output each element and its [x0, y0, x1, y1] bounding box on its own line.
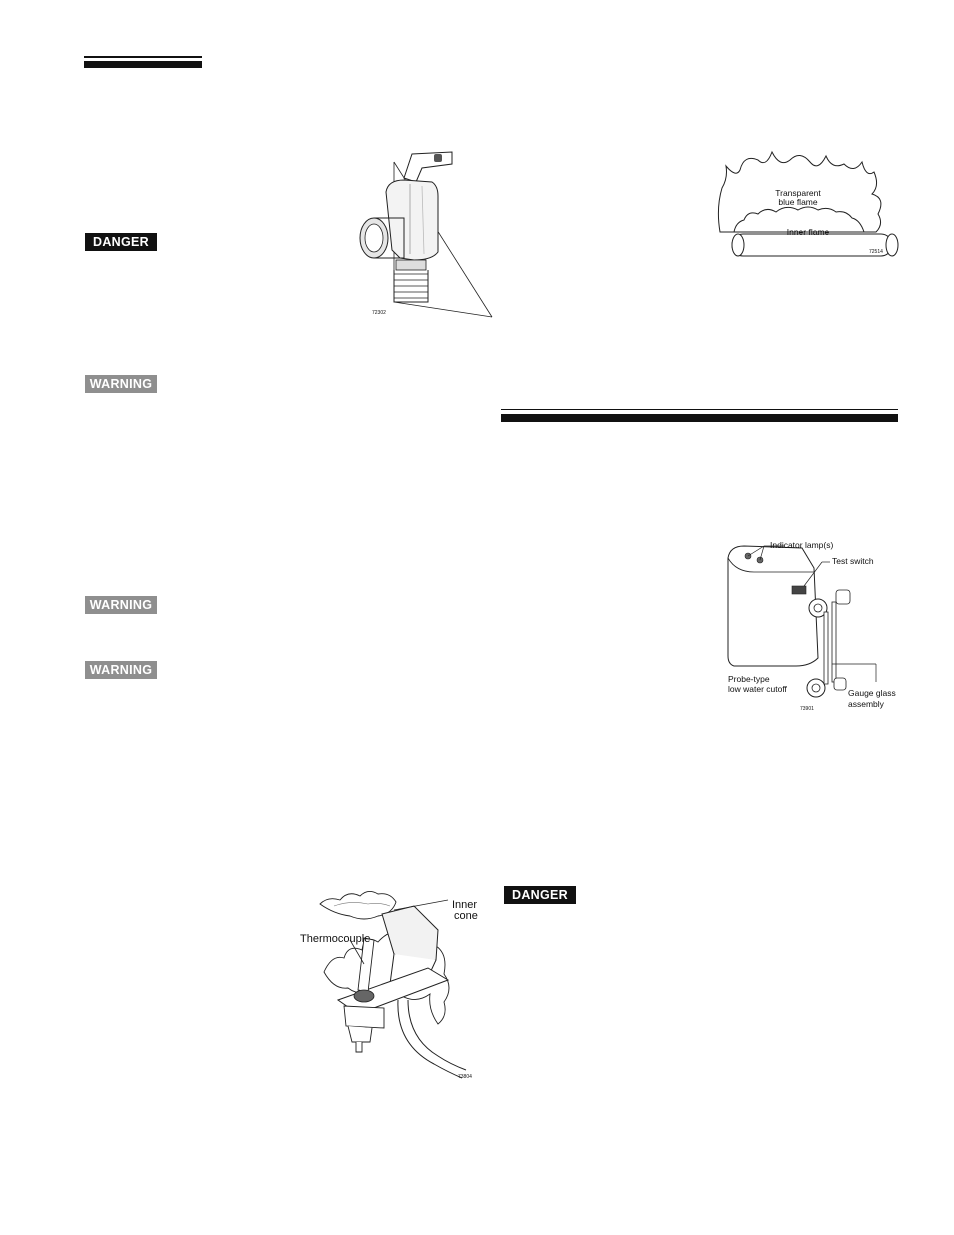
label-probe-2: low water cutoff	[728, 684, 787, 694]
label-test-switch: Test switch	[832, 556, 874, 566]
figure-code: 72302	[372, 310, 386, 316]
label-inner-cone-2: cone	[454, 910, 478, 922]
label-probe: Probe-type	[728, 674, 770, 684]
label-thermocouple: Thermocouple	[300, 933, 371, 945]
warning-badge: WARNING	[85, 375, 157, 393]
label-indicator-lamps: Indicator lamp(s)	[770, 540, 834, 550]
warning-badge: WARNING	[85, 661, 157, 679]
flame-label-inner: Inner flame	[786, 227, 830, 237]
danger-badge: DANGER	[504, 886, 576, 904]
relief-valve-figure	[352, 142, 492, 322]
section-rule-top-thin	[84, 56, 202, 58]
figure-code: 73901	[800, 706, 814, 712]
figure-code: 72514	[869, 249, 883, 255]
flame-label-outer: Transparent	[775, 188, 821, 198]
label-inner-cone: Inner	[452, 899, 478, 911]
flame-label-outer-2: blue flame	[778, 197, 818, 207]
pilot-thermocouple-figure	[298, 884, 484, 1084]
label-gauge-glass: Gauge glass	[848, 688, 896, 698]
label-gauge-glass-2: assembly	[848, 699, 884, 709]
section-rule-right-thin	[501, 409, 898, 410]
figure-code: 73804	[458, 1074, 472, 1080]
danger-badge: DANGER	[85, 233, 157, 251]
low-water-cutoff-figure	[724, 532, 894, 712]
section-rule-top-thick	[84, 61, 202, 68]
warning-badge: WARNING	[85, 596, 157, 614]
section-rule-right-thick	[501, 414, 898, 422]
flame-figure	[714, 148, 902, 260]
